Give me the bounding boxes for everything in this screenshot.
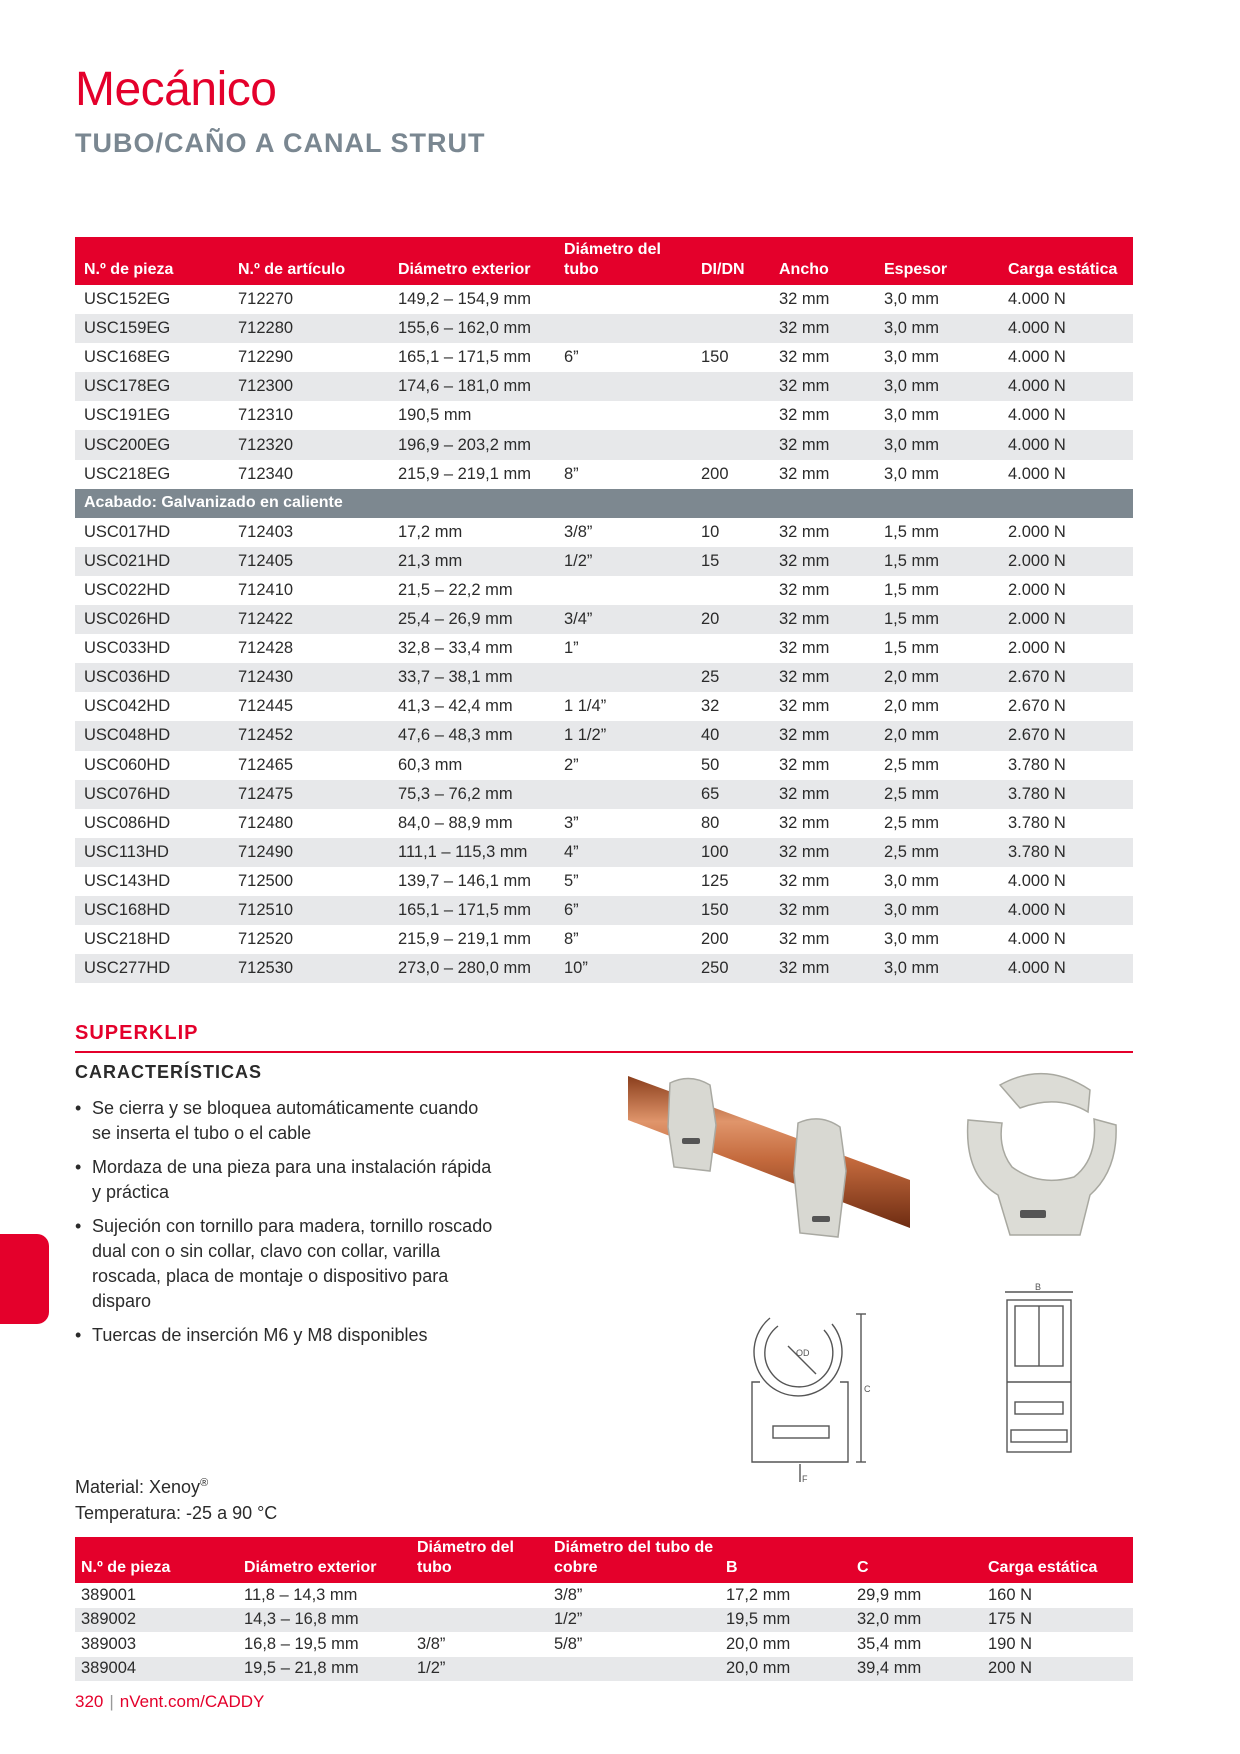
table-cell: 32 mm [779, 522, 830, 541]
table-cell: 389001 [81, 1585, 137, 1604]
table-cell: 3/4” [555, 605, 692, 634]
table-cell: 4.000 N [999, 896, 1133, 925]
table-cell: 10” [555, 954, 692, 983]
table-cell: 2,5 mm [884, 813, 940, 832]
table-cell: 3,0 mm [875, 954, 999, 983]
table-cell: 712310 [238, 406, 294, 425]
table-cell: 20,0 mm [726, 1634, 791, 1653]
diagram-label-f: F [802, 1474, 808, 1484]
feature-item: • Tuercas de inserción M6 y M8 disponibles [75, 1323, 495, 1348]
table-cell: 3/8” [564, 522, 593, 541]
table-cell: 2” [564, 755, 579, 774]
table-cell [692, 401, 770, 430]
table-cell: 3.780 N [1008, 813, 1066, 832]
col-header-outer-diameter: Diámetro exterior [389, 237, 555, 285]
table-cell: 25,4 – 26,9 mm [389, 605, 555, 634]
table-cell: 174,6 – 181,0 mm [389, 372, 555, 401]
table-cell: 4” [555, 838, 692, 867]
table-cell: 32,0 mm [851, 1608, 982, 1633]
table-cell [548, 1657, 720, 1682]
table-cell [555, 576, 692, 605]
table-cell: 21,3 mm [389, 547, 555, 576]
table-cell: 32 mm [779, 813, 830, 832]
table-cell: 712490 [229, 838, 389, 867]
table-row [75, 547, 1133, 576]
table-cell: 712475 [229, 780, 389, 809]
table-cell: 3,0 mm [875, 430, 999, 459]
table-row [75, 576, 1133, 605]
table-cell: 2.670 N [999, 663, 1133, 692]
table-cell: 712270 [238, 290, 294, 309]
table-cell: 4.000 N [1008, 871, 1066, 890]
table-cell: 3/8” [554, 1585, 583, 1604]
table-cell: 3.780 N [1008, 755, 1066, 774]
material-line [75, 1470, 277, 1500]
table-cell: 111,1 – 115,3 mm [389, 838, 555, 867]
table-row [75, 460, 1133, 489]
table-row [75, 605, 1133, 634]
table-cell: 1,5 mm [875, 605, 999, 634]
table-cell: 32 mm [779, 290, 830, 309]
table-cell [555, 780, 692, 809]
table-cell: 3,0 mm [884, 348, 940, 367]
table-row [75, 751, 1133, 780]
table-cell: 32 mm [770, 721, 875, 750]
table-cell: 32 mm [779, 464, 830, 483]
table-cell: 712510 [229, 896, 389, 925]
table-cell: 200 N [982, 1657, 1133, 1682]
table-cell: 8” [564, 930, 579, 949]
table-cell: 3/8” [417, 1634, 446, 1653]
table-cell: 2,5 mm [875, 838, 999, 867]
table-cell: USC152EG [84, 290, 171, 309]
table-row [75, 343, 1133, 372]
table-cell: 712405 [229, 547, 389, 576]
table-cell: 17,2 mm [398, 522, 463, 541]
page-subtitle: TUBO/CAÑO A CANAL STRUT [75, 128, 486, 158]
table-header-row [75, 1537, 1133, 1583]
col-header-copper-pipe-diameter: Diámetro del tubo de cobre [548, 1537, 720, 1583]
table-header-row [75, 237, 1133, 285]
table-row [75, 285, 1133, 314]
material-info [75, 1470, 277, 1526]
table-cell [692, 634, 770, 663]
table-cell: USC048HD [75, 721, 229, 750]
table-cell: 1” [564, 639, 579, 658]
table-cell: 1/2” [555, 547, 692, 576]
table-cell: 139,7 – 146,1 mm [398, 871, 531, 890]
product-photo-clips-on-pipe [620, 1068, 910, 1248]
table-cell: 8” [564, 464, 579, 483]
table-cell: 80 [701, 813, 720, 832]
table-cell: 712280 [229, 314, 389, 343]
table-cell: 21,5 – 22,2 mm [398, 580, 513, 599]
table-cell [692, 285, 770, 314]
table-cell: 33,7 – 38,1 mm [389, 663, 555, 692]
table-cell: 32 [701, 697, 720, 716]
table-cell: 4.000 N [1008, 930, 1066, 949]
table-cell: 712410 [238, 580, 294, 599]
table-cell: 3,0 mm [875, 314, 999, 343]
table-cell: USC076HD [75, 780, 229, 809]
table-cell: 39,4 mm [851, 1657, 982, 1682]
table-cell: 3,0 mm [884, 930, 940, 949]
table-cell: 4.000 N [999, 954, 1133, 983]
table-row [75, 780, 1133, 809]
footer-link[interactable]: nVent.com/CADDY [119, 1692, 265, 1711]
table-cell: 3,0 mm [875, 372, 999, 401]
table-row [75, 372, 1133, 401]
table-cell: 2,0 mm [875, 721, 999, 750]
table-cell: 19,5 – 21,8 mm [238, 1657, 411, 1682]
table-cell: 40 [692, 721, 770, 750]
table-cell: 32 mm [779, 755, 830, 774]
table-cell [555, 663, 692, 692]
table-cell: 16,8 – 19,5 mm [244, 1634, 359, 1653]
table-cell: USC086HD [84, 813, 171, 832]
table-cell [692, 576, 770, 605]
features-heading: CARACTERÍSTICAS [75, 1062, 263, 1082]
table-cell: USC218HD [84, 930, 171, 949]
col-header-pipe-diameter: Diámetro del tubo [555, 237, 692, 285]
diagram-front-view [738, 1286, 878, 1486]
table-cell: 32 mm [770, 547, 875, 576]
table-cell: 1/2” [411, 1657, 548, 1682]
footer-separator: | [109, 1692, 114, 1711]
material-label: Material: Xenoy [75, 1477, 201, 1497]
table-cell: 14,3 – 16,8 mm [238, 1608, 411, 1633]
table-cell: 712290 [238, 348, 294, 367]
table-cell: USC021HD [75, 547, 229, 576]
table-cell: 2.000 N [1008, 639, 1066, 658]
col-header-c: C [851, 1537, 982, 1583]
table-cell: 1/2” [548, 1608, 720, 1633]
table-cell: 1,5 mm [884, 580, 940, 599]
col-header-static-load: Carga estática [999, 237, 1133, 285]
col-header-width: Ancho [770, 237, 875, 285]
table-cell: 250 [692, 954, 770, 983]
table-cell: 17,2 mm [726, 1585, 791, 1604]
table-cell: 155,6 – 162,0 mm [389, 314, 555, 343]
col-header-part-number: N.º de pieza [75, 237, 229, 285]
table-cell: 6” [555, 896, 692, 925]
table-cell: 2.000 N [999, 547, 1133, 576]
table-cell: 32,8 – 33,4 mm [398, 639, 513, 658]
table-cell: 84,0 – 88,9 mm [398, 813, 513, 832]
product-photo-open-clip [960, 1070, 1120, 1238]
table-cell: USC191EG [84, 406, 171, 425]
table-cell: 19,5 mm [720, 1608, 851, 1633]
table-row [75, 1608, 1133, 1633]
table-cell: 6” [564, 348, 579, 367]
table-cell [555, 372, 692, 401]
page-number: 320 [75, 1692, 104, 1711]
table-cell: 165,1 – 171,5 mm [398, 348, 531, 367]
diagram-side-view [985, 1282, 1085, 1462]
table-cell: 3.780 N [999, 838, 1133, 867]
table-cell: 4.000 N [999, 372, 1133, 401]
table-cell: 190,5 mm [398, 406, 472, 425]
features-list [75, 1096, 495, 1357]
table-cell: 1,5 mm [884, 522, 940, 541]
table-cell: 32 mm [779, 930, 830, 949]
diagram-label-c: C [864, 1384, 871, 1394]
table-cell [692, 372, 770, 401]
table-cell: 712445 [238, 697, 294, 716]
table-cell: USC033HD [84, 639, 171, 658]
table-row [75, 314, 1133, 343]
table-cell: 4.000 N [1008, 464, 1066, 483]
table-cell: 196,9 – 203,2 mm [389, 430, 555, 459]
table-cell: 712452 [229, 721, 389, 750]
table-cell: USC159EG [75, 314, 229, 343]
feature-item: • Sujeción con tornillo para madera, tornillo roscado dual con o sin collar, clavo con collar, varilla roscada, placa de montaje o dispositivo para disparo [75, 1214, 495, 1314]
table-cell [692, 430, 770, 459]
table-cell: 3,0 mm [875, 896, 999, 925]
table-row [75, 838, 1133, 867]
table-cell: 4.000 N [1008, 406, 1066, 425]
table-row [75, 809, 1133, 838]
table-cell: 215,9 – 219,1 mm [398, 930, 531, 949]
page-title: Mecánico [75, 63, 277, 116]
table-cell: 32 mm [770, 372, 875, 401]
table-cell: 47,6 – 48,3 mm [389, 721, 555, 750]
table-cell: 2.000 N [999, 605, 1133, 634]
table-cell: 712422 [229, 605, 389, 634]
table-cell: 200 [701, 930, 729, 949]
col-header-pipe-diameter: Diámetro del tubo [411, 1537, 548, 1583]
superklip-heading: SUPERKLIP [75, 1022, 199, 1044]
table-cell: 712480 [238, 813, 294, 832]
table-cell: 149,2 – 154,9 mm [398, 290, 531, 309]
table-cell: 32 mm [770, 663, 875, 692]
table-cell: 32 mm [770, 430, 875, 459]
table-cell: 3,0 mm [884, 406, 940, 425]
table-cell: 3” [564, 813, 579, 832]
table-row [75, 1657, 1133, 1682]
table-row [75, 692, 1133, 721]
table-cell: USC022HD [84, 580, 171, 599]
section-label: Acabado: Galvanizado en caliente [75, 489, 1133, 518]
table-cell: 2,0 mm [884, 697, 940, 716]
table-cell: USC017HD [84, 522, 171, 541]
table-cell: USC036HD [75, 663, 229, 692]
table-cell: USC042HD [84, 697, 171, 716]
col-header-b: B [720, 1537, 851, 1583]
col-header-part-number: N.º de pieza [75, 1537, 238, 1583]
table-cell: 389002 [75, 1608, 238, 1633]
col-header-di-dn: DI/DN [692, 237, 770, 285]
table-cell [692, 314, 770, 343]
table-cell [411, 1608, 548, 1633]
table-cell: 2,5 mm [875, 780, 999, 809]
table-cell: 712320 [229, 430, 389, 459]
table-cell: USC113HD [75, 838, 229, 867]
table-row [75, 430, 1133, 459]
registered-mark: ® [200, 1477, 209, 1489]
table-row [75, 896, 1133, 925]
table-cell [555, 285, 692, 314]
table-cell: 29,9 mm [857, 1585, 922, 1604]
table-cell: 712465 [238, 755, 294, 774]
table-cell: 2.000 N [1008, 522, 1066, 541]
table-cell: 32 mm [779, 639, 830, 658]
table-cell: 712428 [238, 639, 294, 658]
table-cell: USC168EG [84, 348, 171, 367]
table-cell: 20,0 mm [720, 1657, 851, 1682]
table-cell: 1 1/2” [555, 721, 692, 750]
table-cell: 3,0 mm [884, 871, 940, 890]
table-cell: 4.000 N [999, 314, 1133, 343]
feature-item: • Se cierra y se bloquea automáticamente cuando se inserta el tubo o el cable [75, 1096, 495, 1146]
table-cell: 2,5 mm [884, 755, 940, 774]
table-cell: USC026HD [75, 605, 229, 634]
table-cell: 11,8 – 14,3 mm [244, 1585, 358, 1604]
temperature-line: Temperatura: -25 a 90 °C [75, 1503, 278, 1523]
table-cell: USC143HD [84, 871, 171, 890]
table-cell: 215,9 – 219,1 mm [398, 464, 531, 483]
table-cell: 10 [701, 522, 720, 541]
table-row [75, 634, 1133, 663]
table-cell: 150 [701, 348, 729, 367]
chapter-tab [0, 1234, 49, 1324]
table-cell: USC218EG [84, 464, 171, 483]
table-cell: 32 mm [779, 697, 830, 716]
table-cell: 35,4 mm [857, 1634, 922, 1653]
table-cell: 32 mm [779, 871, 830, 890]
table-cell: 20 [692, 605, 770, 634]
diagram-label-od: OD [796, 1348, 810, 1358]
table-cell: 712530 [229, 954, 389, 983]
table-cell: 712340 [238, 464, 294, 483]
table-cell: 50 [701, 755, 720, 774]
table-row [75, 401, 1133, 430]
table-cell: 1,5 mm [884, 639, 940, 658]
table-cell: 2,0 mm [875, 663, 999, 692]
table-cell: USC200EG [75, 430, 229, 459]
table-row [75, 1583, 1133, 1608]
table-cell: 32 mm [770, 605, 875, 634]
table-cell: 712300 [229, 372, 389, 401]
table-cell: 200 [701, 464, 729, 483]
table-cell: 1,5 mm [875, 547, 999, 576]
table-row [75, 925, 1133, 954]
table-cell: 4.000 N [999, 430, 1133, 459]
table-cell: 25 [692, 663, 770, 692]
table-cell: 175 N [982, 1608, 1133, 1633]
table-cell: 32 mm [770, 780, 875, 809]
table-cell [555, 430, 692, 459]
table-cell: 32 mm [770, 314, 875, 343]
table-row [75, 867, 1133, 896]
table-cell: 125 [701, 871, 729, 890]
table-cell: 712403 [238, 522, 294, 541]
table-cell: 2.000 N [1008, 580, 1066, 599]
table-cell: 165,1 – 171,5 mm [389, 896, 555, 925]
table-cell: 2.670 N [1008, 697, 1066, 716]
table-cell: 60,3 mm [398, 755, 463, 774]
table-cell [555, 314, 692, 343]
table-cell: 712430 [229, 663, 389, 692]
table-cell: USC178EG [75, 372, 229, 401]
table-cell: 32 mm [779, 580, 830, 599]
table-cell: 4.000 N [1008, 290, 1066, 309]
table-cell: 389003 [81, 1634, 137, 1653]
table-row [75, 721, 1133, 750]
col-header-static-load: Carga estática [982, 1537, 1133, 1583]
table-cell: 32 mm [770, 838, 875, 867]
table-cell: 65 [692, 780, 770, 809]
table-cell: 150 [692, 896, 770, 925]
table-cell: 2.670 N [999, 721, 1133, 750]
table-row [75, 954, 1133, 983]
table-cell: 3.780 N [999, 780, 1133, 809]
section-row [75, 489, 1133, 518]
table-cell: 1 1/4” [564, 697, 607, 716]
table-cell: 5/8” [554, 1634, 583, 1653]
diagram-label-b: B [1035, 1282, 1042, 1292]
feature-item: • Mordaza de una pieza para una instalación rápida y práctica [75, 1155, 495, 1205]
table-cell: 32 mm [779, 348, 830, 367]
table-row [75, 1632, 1133, 1657]
table-cell: 3,0 mm [884, 464, 940, 483]
table-cell: 190 N [988, 1634, 1033, 1653]
page-footer [75, 1692, 264, 1712]
products-table [75, 237, 1133, 983]
col-header-thickness: Espesor [875, 237, 999, 285]
table-cell: 32 mm [770, 896, 875, 925]
section-divider [75, 1051, 1133, 1053]
table-row [75, 518, 1133, 547]
table-cell: 3,0 mm [884, 290, 940, 309]
table-cell: 100 [692, 838, 770, 867]
table-cell: 160 N [988, 1585, 1033, 1604]
table-cell [555, 401, 692, 430]
table-row [75, 663, 1133, 692]
table-cell: 41,3 – 42,4 mm [398, 697, 513, 716]
table-cell [411, 1583, 548, 1608]
table-cell: 75,3 – 76,2 mm [389, 780, 555, 809]
table-cell: 389004 [75, 1657, 238, 1682]
table-cell: 712520 [238, 930, 294, 949]
col-header-outer-diameter: Diámetro exterior [238, 1537, 411, 1583]
table-cell: 4.000 N [1008, 348, 1066, 367]
table-cell: 273,0 – 280,0 mm [389, 954, 555, 983]
table-cell: USC277HD [75, 954, 229, 983]
table-cell: 712500 [238, 871, 294, 890]
table-cell: USC168HD [75, 896, 229, 925]
table-cell: 5” [564, 871, 579, 890]
superklip-table [75, 1537, 1133, 1681]
table-cell: USC060HD [84, 755, 171, 774]
table-cell: 32 mm [779, 406, 830, 425]
col-header-article-number: N.º de artículo [229, 237, 389, 285]
table-cell: 32 mm [770, 954, 875, 983]
table-cell: 15 [692, 547, 770, 576]
